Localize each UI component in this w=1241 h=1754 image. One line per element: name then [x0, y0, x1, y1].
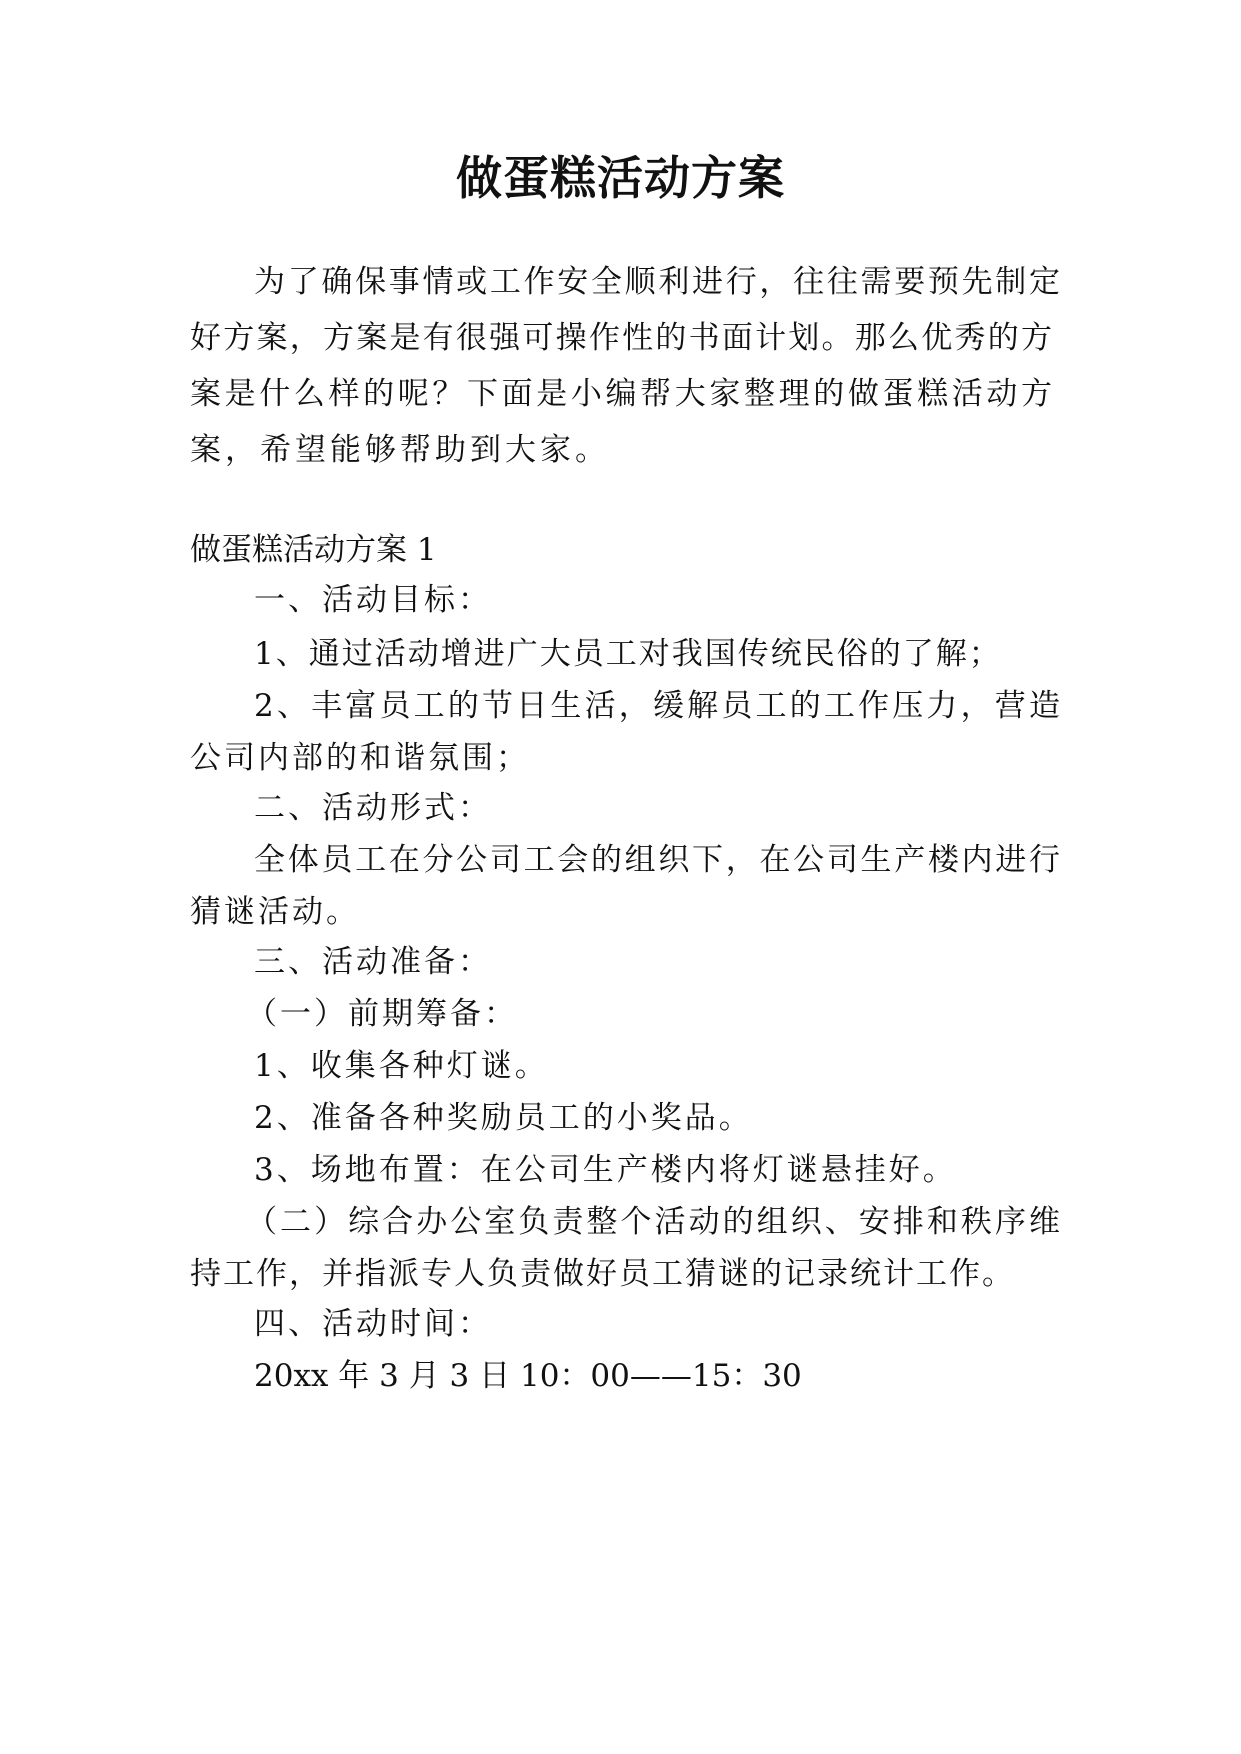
body-line: 公司内部的和谐氛围；	[190, 740, 530, 776]
body-line: 猜谜活动。	[190, 894, 360, 930]
intro-line: 案，希望能够帮助到大家。	[190, 432, 610, 468]
body-line: （二）综合办公室负责整个活动的组织、安排和秩序维	[246, 1204, 1060, 1240]
body-line: 一、活动目标：	[254, 582, 492, 618]
body-line: 持工作，并指派专人负责做好员工猜谜的记录统计工作。	[190, 1256, 1015, 1292]
document-title: 做蛋糕活动方案	[456, 151, 785, 205]
intro-line: 案是什么样的呢？下面是小编帮大家整理的做蛋糕活动方	[190, 376, 1052, 412]
body-line: 1、通过活动增进广大员工对我国传统民俗的了解；	[254, 636, 1002, 672]
intro-line: 好方案，方案是有很强可操作性的书面计划。那么优秀的方	[190, 320, 1052, 356]
body-line: 四、活动时间：	[254, 1306, 492, 1342]
body-line: 1、收集各种灯谜。	[254, 1048, 549, 1084]
section-heading: 做蛋糕活动方案 1	[190, 532, 437, 568]
body-line: 3、场地布置：在公司生产楼内将灯谜悬挂好。	[254, 1152, 957, 1188]
body-line: 三、活动准备：	[254, 944, 492, 980]
body-line: 二、活动形式：	[254, 790, 492, 826]
body-line: 20xx 年 3 月 3 日 10：00——15：30	[254, 1358, 802, 1394]
body-line: 2、准备各种奖励员工的小奖品。	[254, 1100, 753, 1136]
intro-line: 为了确保事情或工作安全顺利进行，往往需要预先制定	[254, 264, 1060, 300]
body-line: 2、丰富员工的节日生活，缓解员工的工作压力，营造	[254, 688, 1060, 724]
body-line: 全体员工在分公司工会的组织下，在公司生产楼内进行	[254, 842, 1060, 878]
body-line: （一）前期筹备：	[246, 996, 518, 1032]
